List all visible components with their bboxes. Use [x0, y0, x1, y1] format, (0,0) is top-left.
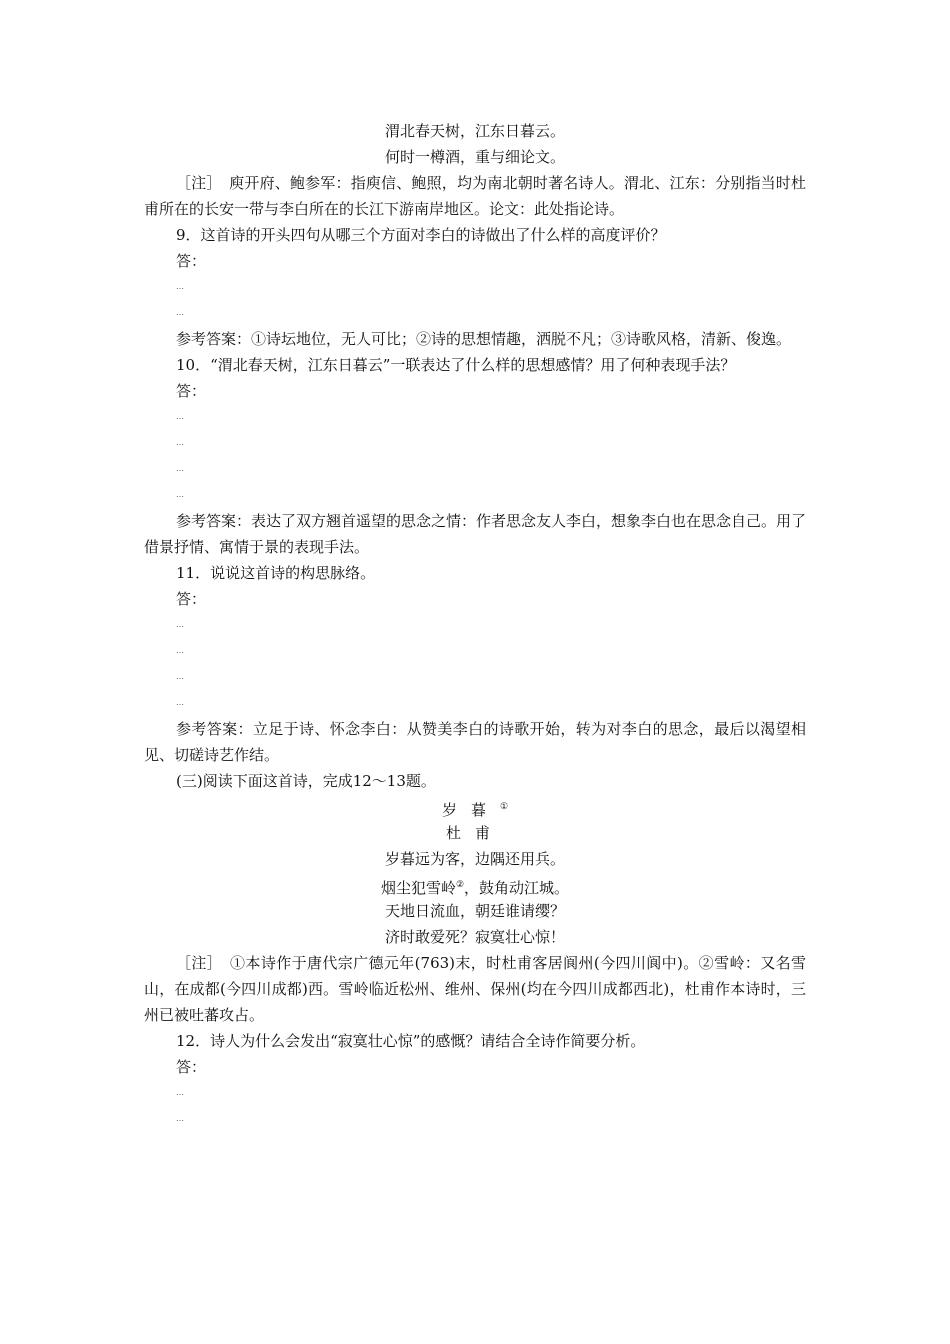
poem-author [144, 820, 806, 846]
answer-blank-line[interactable]: … [176, 282, 185, 291]
poem-line: 何时一樽酒，重与细论文。 [384, 148, 565, 166]
answer-blank-line[interactable]: … [176, 1114, 185, 1123]
poem-line: 渭北春天树，江东日暮云。 [384, 122, 565, 140]
poem-line: 济时敢爱死？寂寞壮心惊！ [384, 928, 565, 946]
reference-answer-10: 参考答案：表达了双方翘首遥望的思念之情：作者思念友人李白，想象李白也在思念自己。用了借景抒情、寓情于景的表现手法。 [144, 512, 807, 556]
footnote-mark: ② [455, 880, 465, 890]
answer-blank-line[interactable]: … [176, 464, 185, 473]
answer-blank-line[interactable]: … [176, 412, 185, 421]
section-heading: (三)阅读下面这首诗，完成12～13题。 [176, 772, 436, 790]
reference-answer-9: 参考答案：①诗坛地位，无人可比；②诗的思想情趣，洒脱不凡；③诗歌风格，清新、俊逸。 [176, 330, 792, 348]
document-body [144, 118, 806, 1132]
answer-blank-line[interactable]: … [176, 1088, 185, 1097]
answer-blank-line[interactable]: … [176, 620, 185, 629]
answer-label: 答： [176, 252, 207, 270]
answer-blank-line[interactable]: … [176, 672, 185, 681]
poem-line-part: ，鼓角动江城。 [464, 879, 570, 897]
question-12: 12．诗人为什么会发出“寂寞壮心惊”的感慨？请结合全诗作简要分析。 [176, 1032, 646, 1050]
footnote-mark: ① [499, 802, 509, 812]
answer-blank-line[interactable]: … [176, 646, 185, 655]
poem-note: ［注］ ①本诗作于唐代宗广德元年(763)末，时杜甫客居阆州(今四川阆中)。②雪岭：又名雪山，在成都(今四川成都)西。雪岭临近松州、维州、保州(均在今四川成都西北)，杜甫作本诗时，三州已被吐蕃攻占。 [144, 954, 806, 1024]
poem-title [144, 794, 806, 820]
reference-answer-11: 参考答案：立足于诗、怀念李白：从赞美李白的诗歌开始，转为对李白的思念，最后以渴望相见、切磋诗艺作结。 [144, 720, 806, 764]
answer-label: 答： [176, 382, 207, 400]
poem-line-part: 烟尘犯雪岭 [380, 879, 456, 897]
answer-blank-line[interactable]: … [176, 698, 185, 707]
question-10: 10．“渭北春天树，江东日暮云”一联表达了什么样的思想感情？用了何种表现手法？ [176, 356, 736, 374]
answer-label: 答： [176, 590, 207, 608]
answer-blank-line[interactable]: … [176, 308, 185, 317]
poem-author-text: 杜甫 [445, 824, 504, 842]
poem-line [144, 872, 806, 898]
poem-line: 岁暮远为客，边隅还用兵。 [384, 850, 565, 868]
question-9: 9．这首诗的开头四句从哪三个方面对李白的诗做出了什么样的高度评价？ [176, 226, 666, 244]
poem-note: ［注］ 庾开府、鲍参军：指庾信、鲍照，均为南北朝时著名诗人。渭北、江东：分别指当时杜甫所在的长安一带与李白所在的长江下游南岸地区。论文：此处指论诗。 [144, 174, 806, 218]
poem-line: 天地日流血，朝廷谁请缨？ [384, 902, 565, 920]
question-11: 11．说说这首诗的构思脉络。 [176, 564, 376, 582]
answer-label: 答： [176, 1058, 207, 1076]
answer-blank-line[interactable]: … [176, 490, 185, 499]
answer-blank-line[interactable]: … [176, 438, 185, 447]
poem-title-text: 岁暮 [441, 801, 500, 819]
